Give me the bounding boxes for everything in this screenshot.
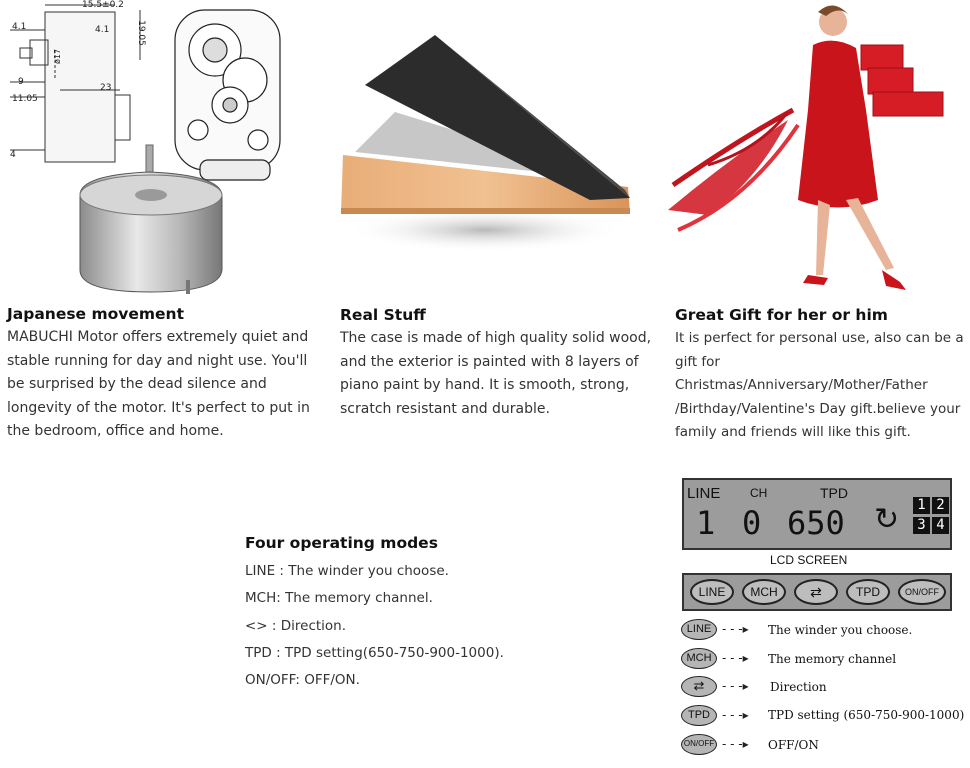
feature-line: scratch resistant and durable. [340, 400, 550, 417]
feature-line: the bedroom, office and home. [7, 423, 224, 440]
legend-text: Direction [770, 680, 827, 694]
dim-label-a: 4.1 [12, 22, 27, 32]
legend-text: The winder you choose. [768, 623, 913, 637]
legend-key: MCH [681, 648, 717, 669]
feature-line: It is perfect for personal use, also can be a [675, 330, 964, 346]
legend-text: TPD setting (650-750-900-1000) [768, 708, 965, 722]
line-button: LINE [690, 579, 734, 605]
dim-label-b: 4.1 [95, 25, 110, 35]
operating-modes-section [245, 534, 645, 694]
lcd-value-ch: 0 [742, 504, 762, 542]
arrow-icon: - - -▸ [722, 622, 749, 636]
lcd-value-line: 1 [696, 504, 716, 542]
feature-japanese-movement [7, 305, 327, 444]
lcd-caption: LCD SCREEN [770, 553, 848, 567]
mode-line: MCH: The memory channel. [245, 590, 433, 607]
feature-real-stuff [340, 306, 660, 421]
arrow-icon: - - -▸ [722, 737, 749, 751]
modes-title: Four operating modes [245, 534, 438, 552]
arrow-icon: - - -▸ [722, 679, 749, 693]
legend-key: LINE [681, 619, 717, 640]
lcd-label-ch: CH [750, 486, 768, 500]
feature-line: MABUCHI Motor offers extremely quiet and [7, 329, 309, 345]
channel-box: 1 [913, 497, 930, 514]
dim-label-top: 15.5±0.2 [82, 0, 124, 10]
arrow-icon: - - -▸ [722, 708, 749, 722]
feature-line: stable running for day and night use. You'll [7, 352, 308, 369]
feature-title: Real Stuff [340, 306, 426, 324]
lcd-label-line: LINE [687, 485, 721, 502]
dim-label-h: ø17 [53, 48, 63, 65]
lcd-value-tpd: 650 [787, 504, 845, 542]
dim-label-d: 11.05 [12, 94, 38, 104]
wood-layers-image [335, 30, 635, 270]
direction-icon: ↻ [874, 502, 900, 537]
feature-line: and the exterior is painted with 8 layers of [340, 353, 639, 370]
legend-key: ON/OFF [681, 734, 717, 755]
feature-line: /Birthday/Valentine's Day gift.believe your [675, 400, 961, 417]
arrow-icon: - - -▸ [722, 651, 749, 665]
dim-label-f: 19.05 [135, 20, 146, 46]
legend-text: OFF/ON [768, 738, 819, 752]
feature-line: gift for Christmas/Anniversary/Mother/Father [675, 353, 928, 394]
feature-description [675, 327, 970, 445]
feature-line: be surprised by the dead silence and [7, 376, 267, 393]
feature-line: longevity of the motor. It's perfect to put in [7, 399, 310, 416]
lcd-screen [682, 478, 952, 550]
feature-line: piano paint by hand. It is smooth, strong, [340, 377, 630, 394]
direction-button: ⇄ [794, 579, 838, 605]
feature-great-gift [675, 306, 970, 445]
mode-line: <> : Direction. [245, 617, 347, 634]
feature-description [340, 327, 660, 421]
channel-box: 3 [913, 517, 930, 534]
direction-legend-icon: ⇄ [681, 676, 717, 697]
mch-button: MCH [742, 579, 786, 605]
feature-title: Japanese movement [7, 305, 184, 323]
on-off-button: ON/OFF [898, 579, 946, 605]
modes-list [245, 558, 645, 694]
legend-text: The memory channel [768, 652, 897, 666]
channel-box: 2 [932, 497, 949, 514]
channel-box: 4 [932, 517, 949, 534]
mode-line: LINE : The winder you choose. [245, 563, 449, 579]
tpd-button: TPD [846, 579, 890, 605]
feature-line: family and friends will like this gift. [675, 424, 911, 441]
button-panel [682, 573, 952, 611]
motor-image [0, 0, 290, 300]
mode-line: ON/OFF: OFF/ON. [245, 672, 360, 689]
legend-key: TPD [681, 705, 717, 726]
dim-label-c: 9 [18, 77, 24, 87]
dim-label-g: 4 [10, 150, 16, 160]
lcd-label-tpd: TPD [820, 485, 848, 501]
mode-line: TPD : TPD setting(650-750-900-1000). [245, 644, 504, 661]
feature-line: The case is made of high quality solid wood, [340, 330, 652, 346]
feature-title: Great Gift for her or him [675, 306, 888, 324]
dim-label-e: 23 [100, 83, 112, 93]
gift-woman-image [668, 0, 968, 300]
feature-description [7, 326, 327, 444]
